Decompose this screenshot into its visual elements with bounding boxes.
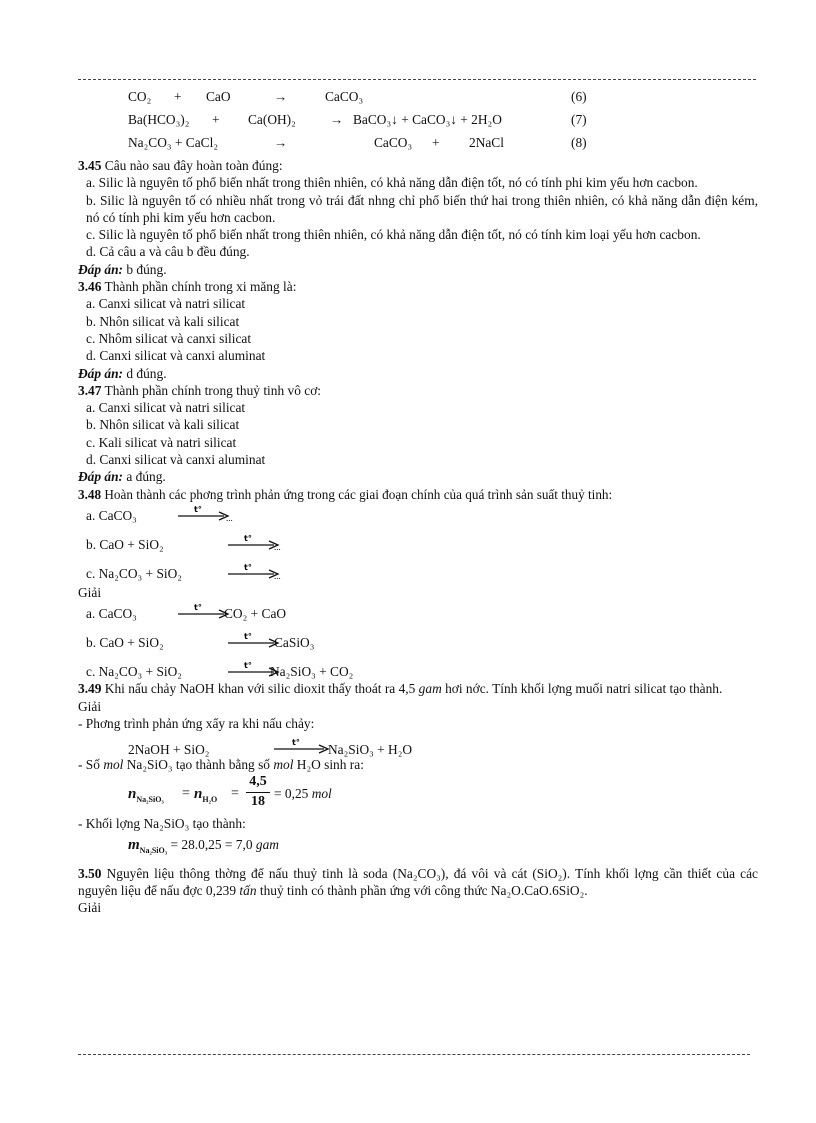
reaction-b xyxy=(78,532,758,561)
option-a: a. Canxi silicat và natri silicat xyxy=(86,296,246,312)
eq8-product1: CaCO₃ xyxy=(374,135,413,150)
question-text: Thành phần chính trong xi măng là: xyxy=(101,279,297,295)
step-2-text-b: Na₂SiO₃ tạo thành bằng số xyxy=(123,757,274,773)
heat-label: t° xyxy=(244,632,252,642)
solution-label: Giải xyxy=(78,584,102,600)
equals-sign: = xyxy=(231,786,239,802)
subscript-na2sio3: Na₂SiO₃ xyxy=(139,845,168,855)
step-2-text: - Số xyxy=(78,757,104,773)
answer-label: Đáp án: xyxy=(78,469,124,485)
question-3-46 xyxy=(78,278,758,295)
symbol-n: n xyxy=(128,786,137,803)
equation-6 xyxy=(78,88,758,111)
eq8-plus: + xyxy=(432,135,440,150)
equals-sign: = xyxy=(182,786,190,802)
reaction-b-right: ... xyxy=(274,541,281,552)
answer-3-45 xyxy=(78,261,758,278)
heat-label: t° xyxy=(194,504,202,514)
question-3-50 xyxy=(78,865,758,900)
question-3-48 xyxy=(78,486,758,503)
eq6-reactant1: CO₂ xyxy=(128,89,152,104)
reaction-c-left: c. Na₂CO₃ + SiO₂ xyxy=(86,565,182,581)
question-text: Nguyên liệu thông thờng để nấu thuỷ tinh là soda (Na₂CO₃), đá vôi và cát (SiO₂). Tính khối lợng cần thiết của các nguyên liệu để nấu đợc 0,239 xyxy=(78,865,758,899)
eq7-reactant2: Ca(OH)₂ xyxy=(248,112,296,127)
formula-result xyxy=(274,785,332,802)
reaction-right: Na₂SiO₃ + H₂O xyxy=(328,742,413,758)
heat-arrow-icon xyxy=(228,630,280,652)
unit-tan: tấn xyxy=(239,883,257,899)
solution-b xyxy=(78,630,758,659)
option-c: c. Nhôm silicat và canxi silicat xyxy=(86,330,252,346)
question-3-47 xyxy=(78,382,758,399)
option-d: d. Canxi silicat và canxi aluminat xyxy=(86,452,266,468)
answer-text: d đúng. xyxy=(123,365,167,381)
formula-mass xyxy=(78,833,758,859)
reaction-a-right: ... xyxy=(226,512,233,523)
unit-mol: mol xyxy=(311,786,332,802)
equation-8 xyxy=(78,134,758,157)
eq6-product: CaCO₃ xyxy=(325,89,364,104)
eq7-reactant1: Ba(HCO₃)₂ xyxy=(128,112,190,127)
formula-m xyxy=(128,836,279,859)
question-text-2: thuỷ tinh có thành phần ứng với công thức Na₂O.CaO.6SiO₂. xyxy=(256,883,588,899)
fraction-numerator: 4,5 xyxy=(249,774,267,790)
solution-c xyxy=(78,659,758,688)
question-3-45 xyxy=(78,157,758,174)
question-number: 3.46 xyxy=(78,279,102,295)
option-c: c. Kali silicat và natri silicat xyxy=(86,434,237,450)
heat-label: t° xyxy=(194,603,202,613)
formula-moles xyxy=(78,773,758,813)
reaction-a-left: a. CaCO₃ xyxy=(86,507,137,523)
reaction-a xyxy=(78,503,758,532)
solution-label: Giải xyxy=(78,698,102,714)
eq6-plus: + xyxy=(174,89,182,104)
heat-label: t° xyxy=(244,661,252,671)
solution-label: Giải xyxy=(78,900,102,916)
eq8-product2: 2NaCl xyxy=(469,135,504,150)
solution-c-right: Na₂SiO₃ + CO₂ xyxy=(270,664,354,680)
question-text: Khi nấu chảy NaOH khan với silic dioxit thấy thoát ra 4,5 xyxy=(101,681,419,697)
subscript-h2o: H₂O xyxy=(202,795,218,805)
unit-gam: gam xyxy=(255,836,279,852)
eq8-reactants: Na₂CO₃ + CaCl₂ xyxy=(128,135,218,150)
fraction-denominator: 18 xyxy=(251,794,265,810)
mass-result: = 28.0,25 = 7,0 xyxy=(167,836,256,852)
option-d: d. Cả câu a và câu b đều đúng. xyxy=(86,244,250,260)
question-text: Câu nào sau đây hoàn toàn đúng: xyxy=(104,158,283,173)
question-number: 3.48 xyxy=(78,486,102,502)
step-1: - Phơng trình phản ứng xẩy ra khi nấu chảy: xyxy=(78,715,315,731)
option-d: d. Canxi silicat và canxi aluminat xyxy=(86,348,266,364)
eq8-arrow: → xyxy=(274,135,288,150)
reaction-c xyxy=(78,561,758,590)
eq7-number: (7) xyxy=(571,112,587,127)
solution-c-left: c. Na₂CO₃ + SiO₂ xyxy=(86,664,182,680)
question-number: 3.50 xyxy=(78,865,102,881)
answer-label: Đáp án: xyxy=(78,261,124,277)
eq7-products: BaCO₃↓ + CaCO₃↓ + 2H₂O xyxy=(353,112,502,127)
formula-n1 xyxy=(128,785,164,808)
question-number: 3.45 xyxy=(78,158,102,173)
result-value: = 0,25 xyxy=(274,786,312,802)
heat-label: t° xyxy=(244,533,252,543)
solution-a-right: CO₂ + CaO xyxy=(224,606,287,622)
eq7-plus: + xyxy=(212,112,220,127)
option-c: c. Silic là nguyên tố phổ biến nhất trong thiên nhiên, có khả năng dẫn điện tốt, nó có tính kim loại yếu hơn cacbon. xyxy=(86,227,701,243)
reaction-b-left: b. CaO + SiO₂ xyxy=(86,536,164,552)
heat-arrow-icon xyxy=(274,736,330,758)
option-b: b. Nhôn silicat và kali silicat xyxy=(86,417,240,433)
unit-mol: mol xyxy=(273,757,294,773)
eq6-arrow: → xyxy=(274,89,288,104)
option-b: b. Nhôn silicat và kali silicat xyxy=(86,313,240,329)
solution-b-left: b. CaO + SiO₂ xyxy=(86,635,164,651)
solution-a xyxy=(78,601,758,630)
reaction-naoh-sio2 xyxy=(78,732,758,762)
question-text: Hoàn thành các phơng trình phản ứng trong các giai đoạn chính của quá trình sản suất thuỷ tinh: xyxy=(101,486,613,502)
heat-label: t° xyxy=(244,562,252,572)
step-3: - Khối lợng Na₂SiO₃ tạo thành: xyxy=(78,816,246,832)
unit-mol: mol xyxy=(103,757,124,773)
equation-7 xyxy=(78,111,758,134)
formula-n2 xyxy=(194,785,217,808)
symbol-m: m xyxy=(128,836,140,853)
symbol-n: n xyxy=(194,786,203,803)
question-text-2: hơi nớc. Tính khối lợng muối natri silicat tạo thành. xyxy=(441,681,723,697)
option-a: a. Silic là nguyên tố phổ biến nhất trong thiên nhiên, có khả năng dẫn điện tốt, nó có tính phi kim yếu hơn cacbon. xyxy=(86,175,698,191)
answer-3-46 xyxy=(78,365,758,382)
solution-b-right: CaSiO₃ xyxy=(274,635,315,651)
heat-arrow-icon xyxy=(228,561,280,583)
reaction-left: 2NaOH + SiO₂ xyxy=(128,742,210,758)
heat-label: t° xyxy=(292,738,300,748)
question-number: 3.47 xyxy=(78,382,102,398)
header-rule xyxy=(78,79,756,80)
question-number: 3.49 xyxy=(78,681,102,697)
solution-a-left: a. CaCO₃ xyxy=(86,606,137,622)
unit-gam: gam xyxy=(418,681,442,697)
answer-label: Đáp án: xyxy=(78,365,124,381)
step-2-text-c: H₂O sinh ra: xyxy=(293,757,364,773)
page-content xyxy=(78,88,758,917)
footer-rule xyxy=(78,1054,750,1055)
option-a: a. Canxi silicat và natri silicat xyxy=(86,400,246,416)
eq7-arrow: → xyxy=(330,112,344,127)
eq6-number: (6) xyxy=(571,89,587,104)
subscript-na2sio3: Na₂SiO₃ xyxy=(136,795,164,805)
answer-3-47 xyxy=(78,468,758,485)
reaction-c-right: ... xyxy=(274,570,281,581)
heat-arrow-icon xyxy=(178,503,230,525)
eq6-reactant2: CaO xyxy=(206,89,231,104)
answer-text: a đúng. xyxy=(123,469,166,485)
question-text: Thành phần chính trong thuỷ tinh vô cơ: xyxy=(101,382,322,398)
heat-arrow-icon xyxy=(228,532,280,554)
answer-text: b đúng. xyxy=(123,261,167,277)
option-b: b. Silic là nguyên tố có nhiều nhất trong vỏ trái đất nhng chỉ phổ biến thứ hai trong thiên nhiên, có khả năng dẫn điện kém, nó có tính phi kim yếu hơn cacbon. xyxy=(86,192,758,225)
eq8-number: (8) xyxy=(571,135,587,150)
heat-arrow-icon xyxy=(178,601,230,623)
